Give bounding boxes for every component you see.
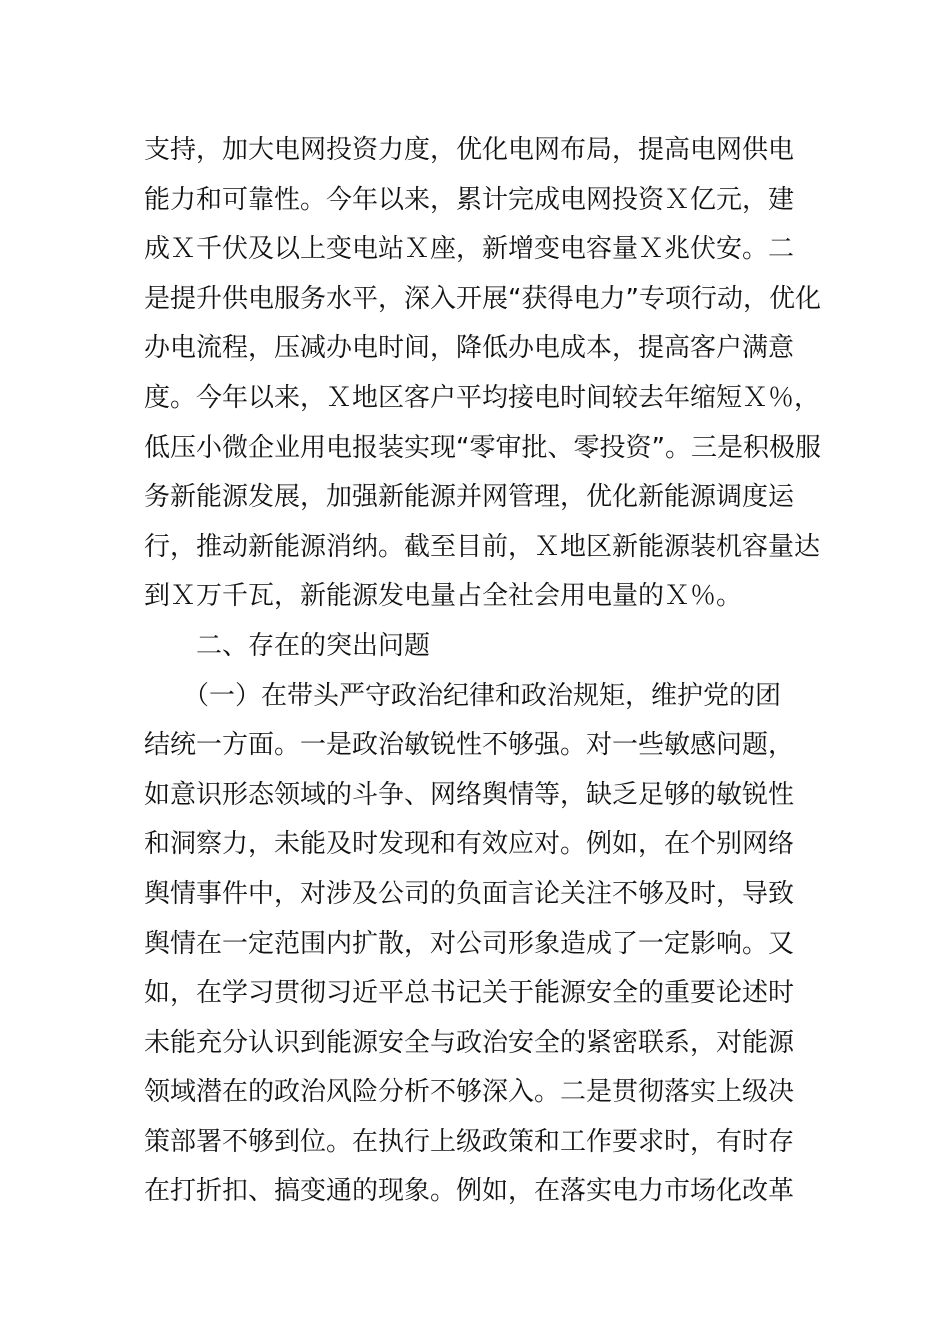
text-line: 到Ｘ万千瓦，新能源发电量占全社会用电量的Ｘ％。 [144,581,743,612]
text-line: 未能充分认识到能源安全与政治安全的紧密联系，对能源 [144,1027,795,1058]
text-line: 结统一方面。一是政治敏锐性不够强。对一些敏感问题， [144,730,795,761]
text-line: 如意识形态领域的斗争、网络舆情等，缺乏足够的敏锐性 [144,779,795,810]
text-line: 如，在学习贯彻习近平总书记关于能源安全的重要论述时 [144,978,795,1009]
text-line: 策部署不够到位。在执行上级政策和工作要求时，有时存 [144,1126,795,1157]
text-line: 在打折扣、搞变通的现象。例如，在落实电力市场化改革 [144,1176,795,1207]
text-line: 成Ｘ千伏及以上变电站Ｘ座，新增变电容量Ｘ兆伏安。二 [144,234,795,265]
text-line: 能力和可靠性。今年以来，累计完成电网投资Ｘ亿元，建 [144,184,795,215]
text-line: 是提升供电服务水平，深入开展“获得电力”专项行动，优化 [144,283,821,314]
text-line: 务新能源发展，加强新能源并网管理，优化新能源调度运 [144,482,795,513]
text-line: 办电流程，压减办电时间，降低办电成本，提高客户满意 [144,333,795,364]
text-line: 行，推动新能源消纳。截至目前，Ｘ地区新能源装机容量达 [144,531,821,562]
text-line: 和洞察力，未能及时发现和有效应对。例如，在个别网络 [144,829,795,860]
section-heading: 二、存在的突出问题 [144,630,431,661]
text-line: 舆情事件中，对涉及公司的负面言论关注不够及时，导致 [144,878,795,909]
document-body [144,126,821,1217]
text-line: 舆情在一定范围内扩散，对公司形象造成了一定影响。又 [144,928,795,959]
text-line: 度。今年以来，Ｘ地区客户平均接电时间较去年缩短Ｘ％， [144,382,821,413]
text-line: 领域潜在的政治风险分析不够深入。二是贯彻落实上级决 [144,1077,795,1108]
text-line: 支持，加大电网投资力度，优化电网布局，提高电网供电 [144,135,795,165]
subsection-first-line: （一）在带头严守政治纪律和政治规矩，维护党的团 [144,680,782,711]
text-line: 低压小微企业用电报装实现“零审批、零投资”。三是积极服 [144,432,821,463]
